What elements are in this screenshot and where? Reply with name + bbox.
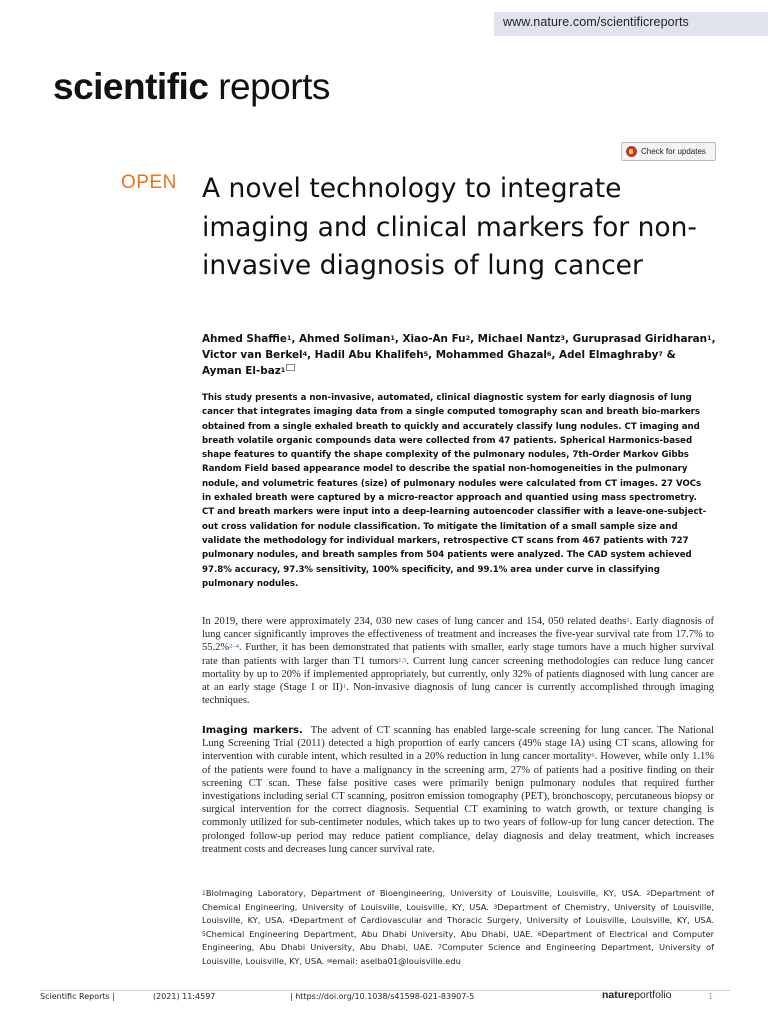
text-run: . Early diagnosis of lung cancer significantly improves the effectiveness of treatment and increases the five-year survival rate from 17.7% to 55.2% <box>202 616 714 654</box>
affiliation-number: 5 <box>202 930 206 938</box>
journal-url[interactable]: www.nature.com/scientificreports <box>503 15 689 29</box>
text-run: . Further, it has been demonstrated that patients with smaller, early stage tumors have a much higher survival rate than patients with larger than T1 tumors <box>202 642 714 667</box>
affiliation-ref: 2 <box>465 334 471 342</box>
affiliations-footnote <box>202 887 714 968</box>
affiliation-ref: 1 <box>707 334 712 342</box>
text-run: . Current lung cancer screening methodologies can reduce lung cancer mortality by up to 20% if implemented appropriately, but currently, only 32% of patients diagnosed with lung cancer are at an early stage (Stage I or II) <box>202 655 714 694</box>
affiliation-ref: 1 <box>280 366 286 374</box>
affiliation-text: Computer Science and Engineering Department, University of Louisville, Louisville, KY, USA. <box>202 942 714 966</box>
page-number: 1 <box>708 992 714 1001</box>
author[interactable]: Xiao-An Fu <box>402 333 466 345</box>
affiliation-number: 7 <box>437 944 442 951</box>
journal-name-light: reports <box>218 66 330 107</box>
author-list: Ahmed Shaffie$^1$, Ahmed Soliman$^1$, Xiao-An Fu$^2$, Michael Nantz$^3$, Guruprasad Giridharan$^1$, Victor van Berkel$^4$, Hadil Abu Khalifeh$^5$, Mohammed Ghazal$^6$, Adel Elmaghraby$^7$ & Ayman El-baz$^1$ <box>202 333 716 377</box>
email-icon[interactable] <box>286 364 295 371</box>
citation-ref[interactable]: 1,5 <box>398 656 407 664</box>
affiliation-ref: 3 <box>560 334 566 342</box>
affiliation-ref: 6 <box>546 350 552 358</box>
footer-doi[interactable]: | https://doi.org/10.1038/s41598-021-83907-5 <box>290 992 475 1001</box>
footer-journal: Scientific Reports | <box>40 992 115 1001</box>
affiliation-text: Department of Cardiovascular and Thoracic Surgery, University of Louisville, Louisville, KY, USA. <box>293 915 714 925</box>
affiliation-number: 1 <box>202 890 206 897</box>
affiliation-number: 6 <box>537 930 542 938</box>
affiliation-text: Chemical Engineering Department, Abu Dhabi University, Abu Dhabi, UAE. <box>205 928 538 939</box>
affiliation-text: Department of Chemistry, University of Louisville, Louisville, KY, USA. <box>202 901 714 925</box>
crossmark-icon <box>626 146 637 157</box>
author[interactable]: Ahmed Shaffie <box>202 333 287 345</box>
affiliation-ref: 4 <box>302 350 308 358</box>
affiliation-ref: 7 <box>658 350 663 358</box>
footer-volume: (2021) 11:4597 <box>153 992 216 1001</box>
citation-ref[interactable]: 1 <box>342 683 347 691</box>
citation-ref[interactable]: 6 <box>591 752 595 760</box>
article-title: A novel technology to integrate imaging and clinical markers for non-invasive diagnosis of lung cancer <box>202 173 697 281</box>
imaging-markers-paragraph <box>202 724 714 856</box>
open-access-label: OPEN <box>121 172 177 193</box>
author[interactable]: Ayman El-baz <box>202 365 281 377</box>
text-run: . However, while only 1.1% of the patients were found to have a malignancy in the screening arm, 27% of patients had a positive finding on their screening CT scan. These false positive cases were primarily benign pulmonary nodules that required further investigations including serial CT scanning, positron emission tomography (PET), bronchoscopy, percutaneous biopsy or surgical intervention for the correct diagnosis. Sequential CT examining to watch growth, or texture changing is commonly utilized for sub-centimeter nodules, which takes up to two years of follow-up for lung cancer detection. The prolonged follow-up period may reduce patient compliance, delay diagnosis and delay treatment, which increases treatment costs and decreases lung cancer survival rate. <box>202 751 714 855</box>
affiliation-ref: 1 <box>286 334 292 342</box>
publisher-bold: nature <box>602 989 635 1001</box>
section-heading: Imaging markers. <box>202 725 303 736</box>
publisher-light: portfolio <box>634 989 672 1001</box>
author[interactable]: Michael Nantz <box>477 333 561 345</box>
affiliation-text: Department of Electrical and Computer Engineering, Abu Dhabi University, Abu Dhabi, UAE. <box>202 928 714 952</box>
text-run: The advent of CT scanning has enabled large-scale screening for lung cancer. The National Lung Screening Trial (2011) detected a high proportion of early cancers (49% stage IA) using CT scans, allowing for intervention with curable intent, which resulted in a 20% reduction in lung cancer mortality <box>202 725 714 763</box>
affiliation-number: 3 <box>493 903 498 911</box>
affiliation-number: 2 <box>646 890 651 897</box>
citation-ref[interactable]: 1 <box>626 617 630 624</box>
author[interactable]: Ahmed Soliman <box>299 333 391 345</box>
text-run: . Non-invasive diagnosis of lung cancer is currently accomplished through imaging techniques. <box>202 682 715 707</box>
check-for-updates-button[interactable] <box>621 142 716 161</box>
affiliation-number: 4 <box>289 917 294 924</box>
publisher-logo <box>602 989 671 1001</box>
citation-ref[interactable]: 2–4 <box>229 643 239 651</box>
author[interactable]: Victor van Berkel <box>202 349 303 361</box>
affiliation-ref: 1 <box>390 334 395 342</box>
check-for-updates-label: Check for updates <box>641 147 706 156</box>
abstract: This study presents a non-invasive, automated, clinical diagnostic system for early diagnosis of lung cancer that integrates imaging data from a single computed tomography scan and breath bio-markers obtained from a single exhaled breath to quickly and accurately classify lung nodules. CT imaging and breath volatile organic compounds data were collected from 47 patients. Spherical Harmonics-based shape features to quantify the shape complexity of the pulmonary nodules, 7th-Order Markov Gibbs Random Field based appearance model to describe the spatial non-homogeneities in the pulmonary nodule, and volumetric features (size) of pulmonary nodules were calculated from CT images. 27 VOCs in exhaled breath were captured by a micro-reactor approach and quantied using mass spectrometry. CT and breath markers were input into a deep-learning autoencoder classifier with a leave-one-subject-out cross validation for nodule classification. To mitigate the limitation of a small sample size and validate the methodology for individual markers, retrospective CT scans from 467 patients with 727 pulmonary nodules, and breath samples from 504 patients were analyzed. The CAD system achieved 97.8% accuracy, 97.3% sensitivity, 100% specificity, and 99.1% area under curve in classifying pulmonary nodules. <box>202 393 707 589</box>
intro-paragraph <box>202 615 714 707</box>
author[interactable]: Hadil Abu Khalifeh <box>314 349 424 361</box>
journal-logo <box>53 64 330 110</box>
author[interactable]: Mohammed Ghazal <box>435 349 547 361</box>
author[interactable]: Adel Elmaghraby <box>559 349 659 361</box>
text-run: In 2019, there were approximately 234, 030 new cases of lung cancer and 154, 050 related deaths <box>202 616 627 627</box>
journal-name-bold: scientific <box>53 66 209 107</box>
affiliation-text: BioImaging Laboratory, Department of Bioengineering, University of Louisville, Louisville, KY, USA. <box>205 888 647 898</box>
corresponding-email[interactable]: email: aselba01@louisville.edu <box>332 955 461 966</box>
email-marker-icon: ✉ <box>327 957 333 965</box>
author[interactable]: Guruprasad Giridharan <box>572 333 708 345</box>
affiliation-ref: 5 <box>423 350 429 358</box>
affiliation-text: Department of Chemical Engineering, University of Louisville, Louisville, KY, USA. <box>202 888 715 912</box>
